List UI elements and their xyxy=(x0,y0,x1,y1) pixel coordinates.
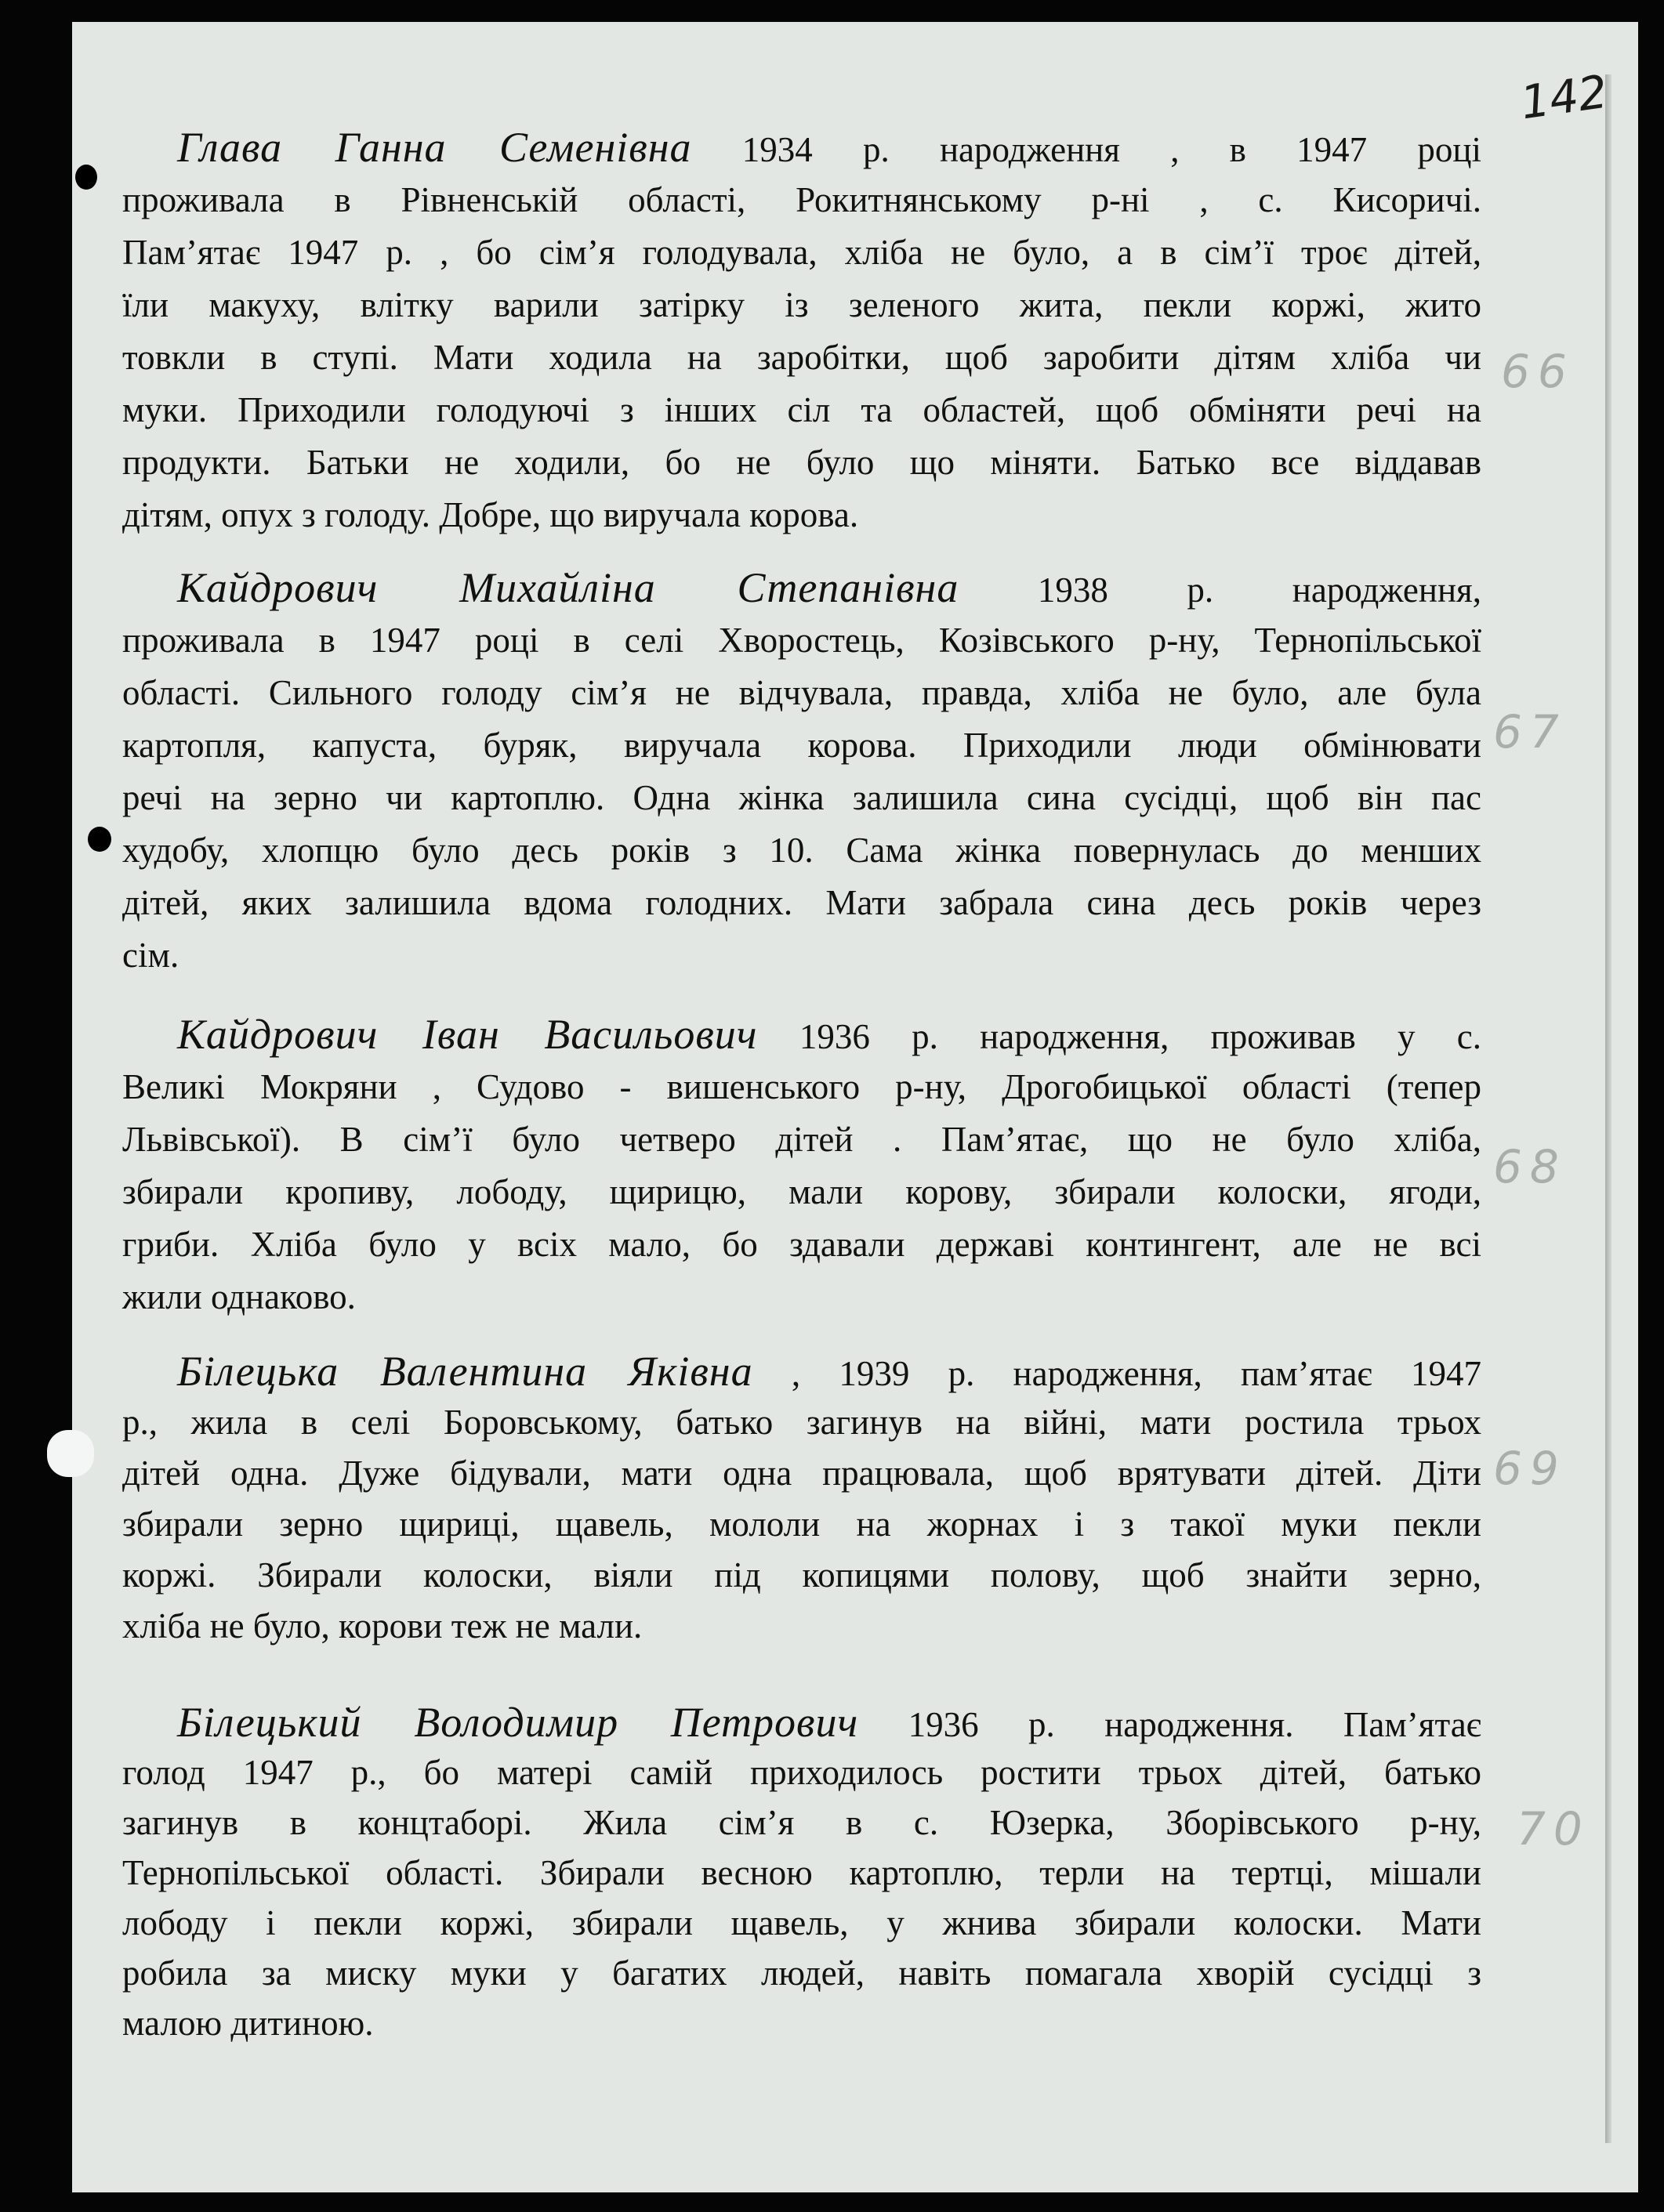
entry-text-line: речі на зерно чи картоплю. Одна жінка залишила сина сусідці, щоб він пас xyxy=(122,778,1481,817)
entry-text-line: Тернопільської області. Збирали весною картоплю, терли на тертці, мішали xyxy=(122,1853,1481,1892)
entry-text-line: збирали зерно щириці, щавель, мололи на жорнах і з такої муки пекли xyxy=(122,1504,1481,1544)
entry-text-line: коржі. Збирали колоски, віяли під копицями полову, щоб знайти зерно, xyxy=(122,1555,1481,1595)
entry-text: 1938 р. народження, xyxy=(959,570,1481,610)
margin-page-number: 68 xyxy=(1493,1140,1567,1193)
torn-punch-hole xyxy=(47,1430,94,1477)
entry-text-line: дітей одна. Дуже бідували, мати одна працювала, щоб врятувати дітей. Діти xyxy=(122,1454,1481,1493)
entry-text-line: картопля, капуста, буряк, виручала корова. Приходили люди обмінювати xyxy=(122,726,1481,765)
entry-heading-line xyxy=(177,566,1481,612)
entry-text-line: Львівської). В сім’ї було четверо дітей . Пам’ятає, що не було хліба, xyxy=(122,1120,1481,1159)
entry-text-line: сім. xyxy=(122,936,179,975)
entry-text-line: робила за миску муки у багатих людей, навіть помагала хворій сусідці з xyxy=(122,1953,1481,1993)
margin-page-number: 70 xyxy=(1517,1802,1590,1855)
entry-text-line: області. Сильного голоду сім’я не відчувала, правда, хліба не було, але була xyxy=(122,673,1481,712)
document-text xyxy=(122,0,1481,2212)
margin-page-number: 66 xyxy=(1501,345,1575,398)
margin-page-number: 67 xyxy=(1493,705,1567,758)
entry-text: , 1939 р. народження, пам’ятає 1947 xyxy=(752,1354,1481,1393)
entry-text-line: худобу, хлопцю було десь років з 10. Сама жінка повернулась до менших xyxy=(122,831,1481,870)
person-name: Кайдрович Іван Васильович xyxy=(177,1011,758,1058)
folio-number: 142 xyxy=(1517,64,1611,130)
entry-text-line: р., жила в селі Боровському, батько загинув на війні, мати ростила трьох xyxy=(122,1403,1481,1442)
person-name: Кайдрович Михайліна Степанівна xyxy=(177,564,959,611)
entry-text-line: продукти. Батьки не ходили, бо не було що міняти. Батько все віддавав xyxy=(122,443,1481,482)
entry-text: 1936 р. народження, проживав у с. xyxy=(757,1017,1481,1056)
entry-text-line: гриби. Хліба було у всіх мало, бо здавали державі контингент, але не всі xyxy=(122,1225,1481,1264)
entry-text: 1936 р. народження. Пам’ятає xyxy=(858,1705,1481,1744)
entry-text-line: голод 1947 р., бо матері самій приходилось ростити трьох дітей, батько xyxy=(122,1753,1481,1792)
entry-heading-line xyxy=(177,125,1481,172)
entry-text-line: збирали кропиву, лободу, щирицю, мали корову, збирали колоски, ягоди, xyxy=(122,1172,1481,1211)
entry-heading-line xyxy=(177,1012,1481,1059)
entry-text-line: загинув в концтаборі. Жила сім’я в с. Юзерка, Зборівського р-ну, xyxy=(122,1803,1481,1842)
entry-text-line: Пам’ятає 1947 р. , бо сім’я голодувала, хліба не було, а в сім’ї троє дітей, xyxy=(122,233,1481,272)
person-name: Глава Ганна Семенівна xyxy=(177,124,692,171)
page-fold-shadow xyxy=(1605,74,1611,2143)
person-name: Білецький Володимир Петрович xyxy=(177,1699,859,1746)
entry-text-line: проживала в Рівненській області, Рокитнянському р-ні , с. Кисоричі. xyxy=(122,180,1481,219)
person-name: Білецька Валентина Яківна xyxy=(177,1348,753,1395)
entry-text-line: дітям, опух з голоду. Добре, що виручала корова. xyxy=(122,495,859,534)
punch-hole xyxy=(75,165,97,190)
entry-text-line: жили однаково. xyxy=(122,1277,356,1316)
entry-text-line: малою дитиною. xyxy=(122,2004,374,2043)
entry-text-line: лободу і пекли коржі, збирали щавель, у жнива збирали колоски. Мати xyxy=(122,1903,1481,1942)
entry-heading-line xyxy=(177,1349,1481,1396)
margin-page-number: 69 xyxy=(1493,1442,1567,1495)
entry-text: 1934 р. народження , в 1947 році xyxy=(691,130,1481,169)
entry-text-line: проживала в 1947 році в селі Хворостець, Козівського р-ну, Тернопільської xyxy=(122,621,1481,660)
entry-text-line: Великі Мокряни , Судово - вишенського р-ну, Дрогобицької області (тепер xyxy=(122,1067,1481,1106)
entry-text-line: дітей, яких залишила вдома голодних. Мати забрала сина десь років через xyxy=(122,883,1481,922)
punch-hole xyxy=(88,827,111,852)
entry-text-line: хліба не було, корови теж не мали. xyxy=(122,1606,643,1645)
entry-text-line: муки. Приходили голодуючі з інших сіл та областей, щоб обміняти речі на xyxy=(122,390,1481,429)
entry-heading-line xyxy=(177,1700,1481,1747)
entry-text-line: товкли в ступі. Мати ходила на заробітки, щоб заробити дітям хліба чи xyxy=(122,338,1481,377)
entry-text-line: їли макуху, влітку варили затірку із зеленого жита, пекли коржі, жито xyxy=(122,285,1481,324)
